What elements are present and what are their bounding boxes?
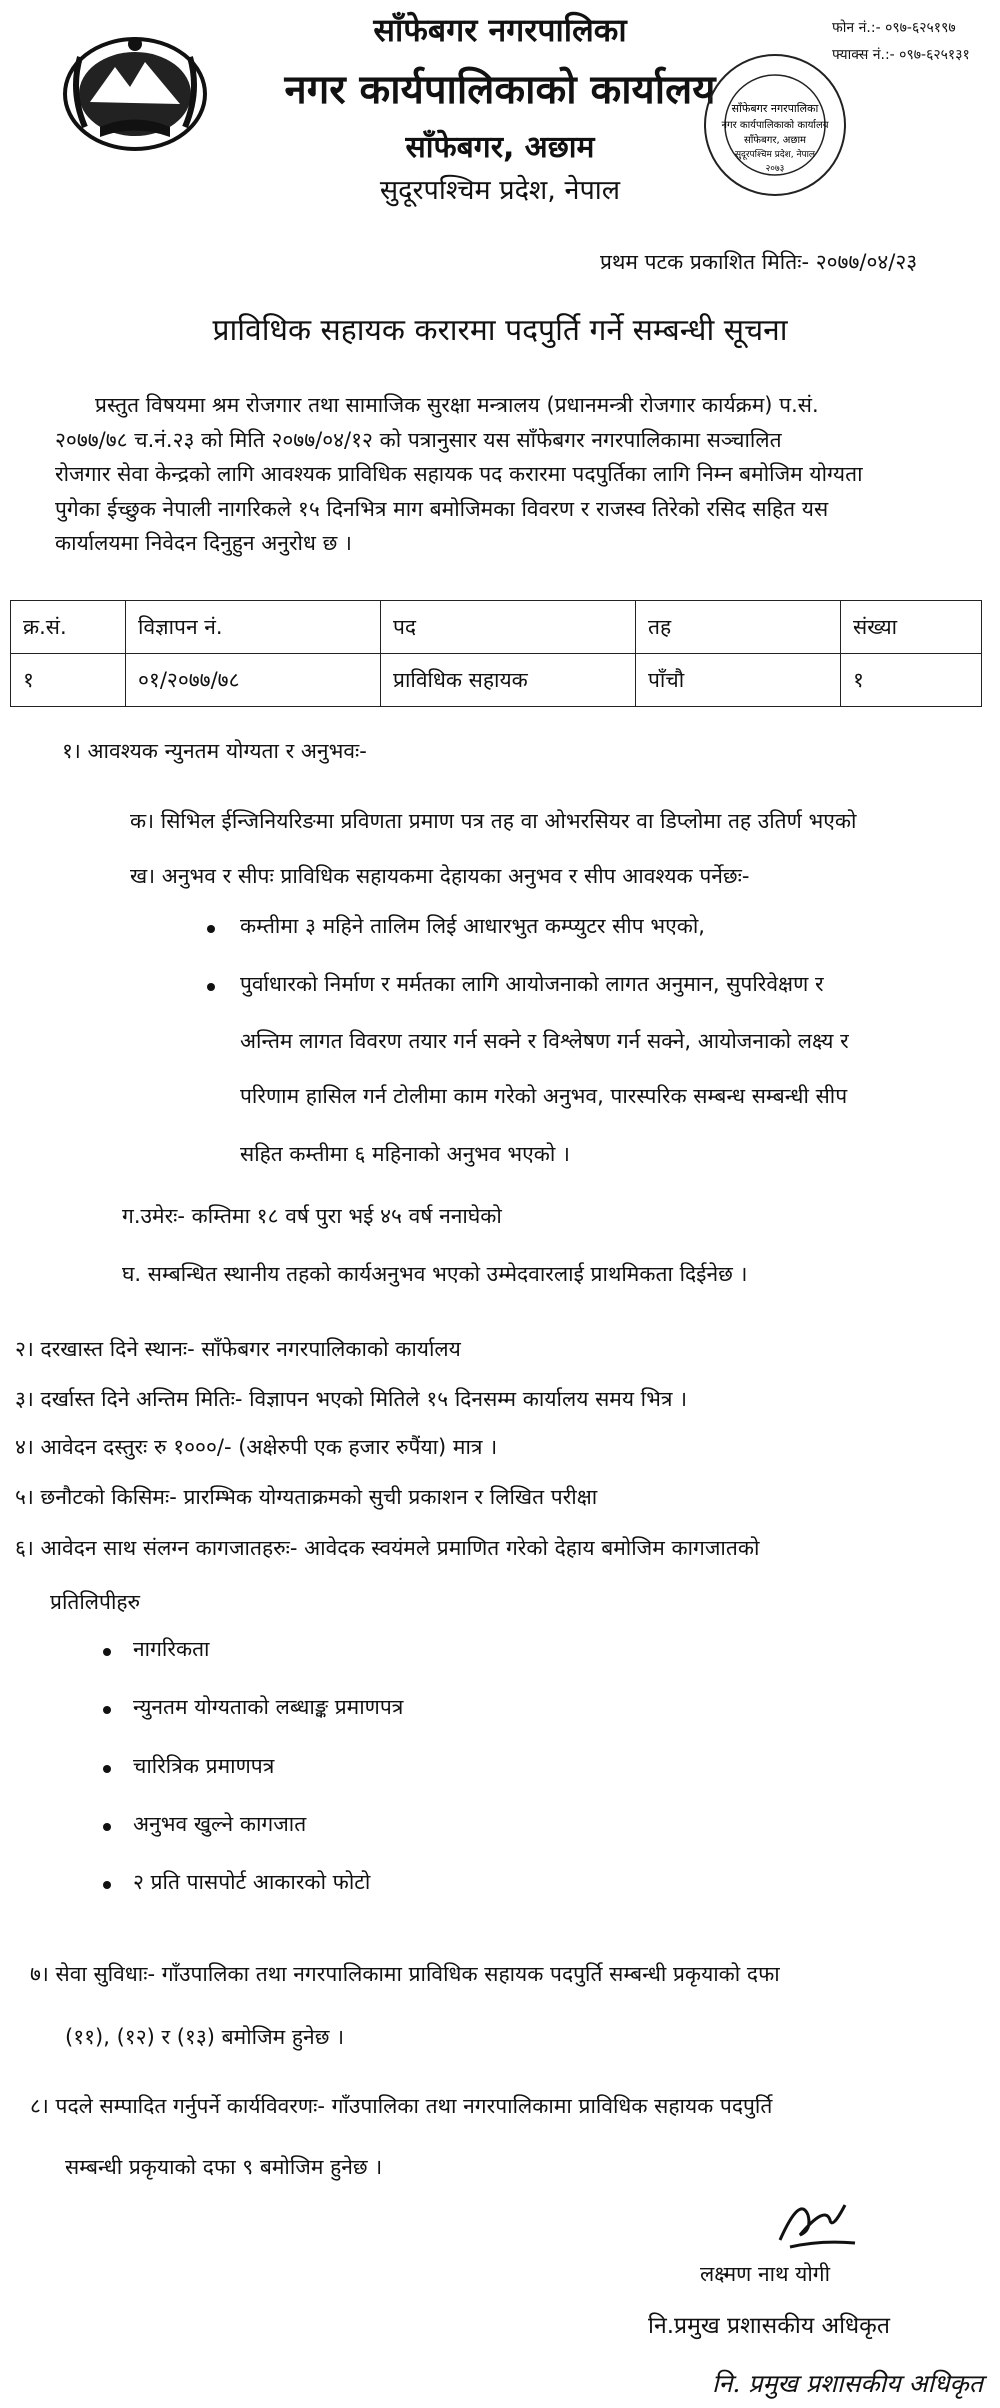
priority-note: घ. सम्बन्धित स्थानीय तहको कार्यअनुभव भएको उम्मेदवारलाई प्राथमिकता दिईनेछ । (122, 1262, 748, 1286)
table-cell: पाँचौ (636, 654, 841, 707)
service-benefits: (११), (१२) र (१३) बमोजिम हुनेछ । (65, 2025, 345, 2049)
seal-text-line: साँफेबगर, अछाम (743, 135, 807, 146)
table-header-cell: पद (381, 601, 636, 654)
service-benefits: ७। सेवा सुविधाः- गाँउपालिका तथा नगरपालिकामा प्राविधिक सहायक पदपुर्ति सम्बन्धी प्रकृयाको दफा (30, 1962, 780, 1986)
table-header-cell: क्र.सं. (11, 601, 126, 654)
section-1-title: १। आवश्यक न्युनतम योग्यता र अनुभवः- (62, 739, 367, 763)
office-seal-icon (700, 50, 850, 200)
published-date: प्रथम पटक प्रकाशित मितिः- २०७७/०४/२३ (600, 250, 918, 274)
seal-text-line: नगर कार्यपालिकाको कार्यालय (721, 120, 829, 131)
fax-number: फ्याक्स नं.:- ०९७-६२५१३१ (832, 47, 970, 63)
intro-line: प्रस्तुत विषयमा श्रम रोजगार तथा सामाजिक सुरक्षा मन्त्रालय (प्रधानमन्त्री रोजगार कार्यक्रम) प.सं. (95, 393, 819, 417)
table-cell: १ (841, 654, 982, 707)
signature-mark-icon (770, 2185, 860, 2255)
bullet-icon (103, 1706, 111, 1714)
intro-line: पुगेका ईच्छुक नेपाली नागरिकले १५ दिनभित्र माग बमोजिमका विवरण र राजस्व तिरेको रसिद सहित यस (55, 496, 829, 521)
office-name: नगर कार्यपालिकाको कार्यालय (284, 67, 716, 113)
document-item: नागरिकता (133, 1637, 210, 1661)
table-header-row (11, 601, 982, 654)
intro-line: कार्यालयमा निवेदन दिनुहुन अनुरोध छ । (55, 531, 352, 555)
experience-bullet-2-line: अन्तिम लागत विवरण तयार गर्न सक्ने र विश्लेषण गर्न सक्ने, आयोजनाको लक्ष्य र (240, 1029, 849, 1053)
application-deadline: ३। दर्खास्त दिने अन्तिम मितिः- विज्ञापन भएको मितिले १५ दिनसम्म कार्यालय समय भित्र । (15, 1387, 688, 1411)
document-item: २ प्रति पासपोर्ट आकारको फोटो (133, 1870, 371, 1894)
intro-paragraph (55, 388, 965, 561)
job-description: सम्बन्धी प्रकृयाको दफा ९ बमोजिम हुनेछ । (65, 2155, 383, 2179)
qualification-kha: ख। अनुभव र सीपः प्राविधिक सहायकमा देहायका अनुभव र सीप आवश्यक पर्नेछः- (130, 864, 750, 888)
office-location: साँफेबगर, अछाम (405, 130, 595, 165)
experience-bullet-1: कम्तीमा ३ महिने तालिम लिई आधारभुत कम्प्युटर सीप भएको, (240, 914, 705, 938)
document-item: अनुभव खुल्ने कागजात (133, 1812, 307, 1836)
bullet-icon (103, 1648, 111, 1656)
table-header-cell: विज्ञापन नं. (126, 601, 381, 654)
bullet-icon (207, 983, 215, 991)
experience-bullet-2-line: पुर्वाधारको निर्माण र मर्मतका लागि आयोजनाको लागत अनुमान, सुपरिवेक्षण र (240, 972, 824, 996)
table-cell: प्राविधिक सहायक (381, 654, 636, 707)
bullet-icon (103, 1765, 111, 1773)
document-item: न्युनतम योग्यताको लब्धाङ्क प्रमाणपत्र (133, 1695, 404, 1719)
required-documents-intro: प्रतिलिपीहरु (50, 1590, 141, 1614)
seal-text-line: २०७३ (765, 164, 785, 174)
job-description: ८। पदले सम्पादित गर्नुपर्ने कार्यविवरणः- गाँउपालिका तथा नगरपालिकामा प्राविधिक सहायक पदपुर्ति (30, 2094, 773, 2118)
age-requirement: ग.उमेरः- कम्तिमा १८ वर्ष पुरा भई ४५ वर्ष ननाघेको (122, 1204, 502, 1228)
phone-number: फोन नं.:- ०९७-६२५१९७ (832, 20, 956, 36)
notice-title: प्राविधिक सहायक करारमा पदपुर्ति गर्ने सम्बन्धी सूचना (212, 313, 788, 348)
intro-line: २०७७/७८ च.नं.२३ को मिति २०७७/०४/१२ को पत्रानुसार यस साँफेबगर नगरपालिकामा सञ्चालित (55, 427, 782, 452)
table-header-cell: संख्या (841, 601, 982, 654)
signatory-designation: नि.प्रमुख प्रशासकीय अधिकृत (648, 2313, 890, 2339)
province-name: सुदूरपश्चिम प्रदेश, नेपाल (379, 175, 621, 206)
table-row (11, 654, 982, 707)
required-documents-intro: ६। आवेदन साथ संलग्न कागजातहरुः- आवेदक स्वयंमले प्रमाणित गरेको देहाय बमोजिम कागजातको (15, 1536, 760, 1560)
table-header-cell: तह (636, 601, 841, 654)
seal-text-line: सुदूरपश्चिम प्रदेश, नेपाल (734, 150, 816, 160)
experience-bullet-2-line: सहित कम्तीमा ६ महिनाको अनुभव भएको । (240, 1142, 570, 1166)
table-cell: ०१/२०७७/७८ (126, 654, 381, 707)
bullet-icon (103, 1823, 111, 1831)
designation-stamp: नि. प्रमुख प्रशासकीय अधिकृत (712, 2369, 983, 2398)
experience-bullet-2-line: परिणाम हासिल गर्न टोलीमा काम गरेको अनुभव, पारस्परिक सम्बन्ध सम्बन्धी सीप (240, 1084, 848, 1108)
document-item: चारित्रिक प्रमाणपत्र (133, 1754, 275, 1778)
table-cell: १ (11, 654, 126, 707)
municipality-name: साँफेबगर नगरपालिका (373, 11, 627, 49)
application-fee: ४। आवेदन दस्तुरः रु १०००/- (अक्षेरुपी एक हजार रुपैंया) मात्र । (15, 1435, 498, 1459)
seal-text-line: साँफेबगर नगरपालिका (731, 102, 819, 115)
qualification-ka: क। सिभिल ईन्जिनियरिङमा प्रविणता प्रमाण पत्र तह वा ओभरसियर वा डिप्लोमा तह उतिर्ण भएको (130, 809, 857, 833)
application-place: २। दरखास्त दिने स्थानः- साँफेबगर नगरपालिकाको कार्यालय (15, 1337, 461, 1361)
intro-line: रोजगार सेवा केन्द्रको लागि आवश्यक प्राविधिक सहायक पद करारमा पदपुर्तिका लागि निम्न बमोजिम योग्यता (55, 462, 863, 486)
bullet-icon (103, 1881, 111, 1889)
bullet-icon (207, 925, 215, 933)
selection-method: ५। छनौटको किसिमः- प्रारम्भिक योग्यताक्रमको सुची प्रकाशन र लिखित परीक्षा (15, 1485, 598, 1509)
vacancy-table (10, 600, 982, 707)
signatory-name: लक्ष्मण नाथ योगी (700, 2262, 831, 2286)
